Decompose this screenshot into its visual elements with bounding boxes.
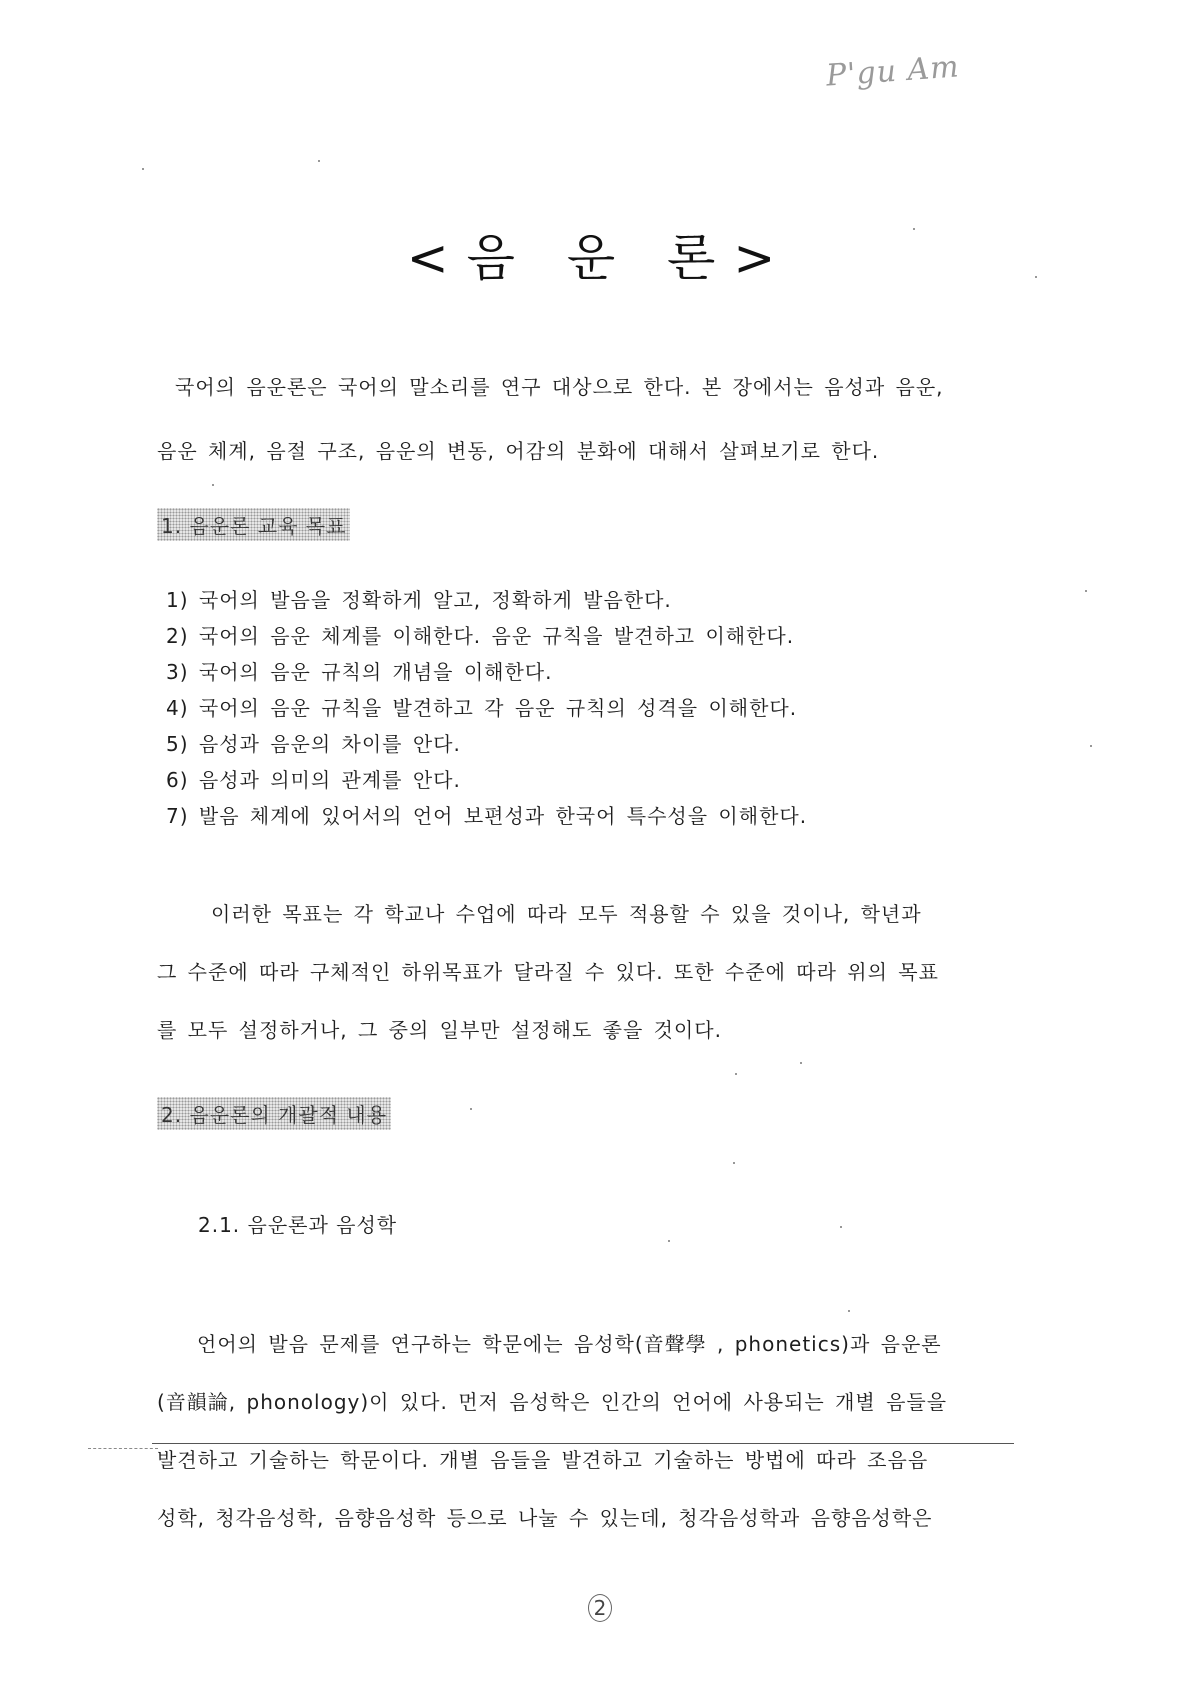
body-line: (音韻論, phonology)이 있다. 먼저 음성학은 인간의 언어에 사용되는 개별 음들을 [157, 1390, 948, 1414]
objectives-list [166, 582, 807, 834]
scan-speck [470, 1108, 472, 1110]
body-line: 언어의 발음 문제를 연구하는 학문에는 음성학(音聲學 , phonetics)과 음운론 [197, 1332, 942, 1356]
scan-speck [668, 1240, 670, 1242]
list-item: 4) 국어의 음운 규칙을 발견하고 각 음운 규칙의 성격을 이해한다. [166, 696, 798, 720]
handwritten-note: P'gu Am [824, 49, 961, 94]
section-heading-objectives: 1. 음운론 교육 목표 [157, 508, 350, 541]
list-item: 2) 국어의 음운 체계를 이해한다. 음운 규칙을 발견하고 이해한다. [166, 624, 795, 648]
list-item: 5) 음성과 음운의 차이를 안다. [166, 732, 461, 756]
list-item: 6) 음성과 의미의 관계를 안다. [166, 768, 461, 792]
page-number-value: 2 [588, 1594, 612, 1622]
scan-speck [1090, 745, 1092, 747]
intro-line: 음운 체계, 음절 구조, 음운의 변동, 어감의 분화에 대해서 살펴보기로 한다. [157, 439, 880, 463]
body-line: 발견하고 기술하는 학문이다. 개별 음들을 발견하고 기술하는 방법에 따라 조음음 [157, 1448, 929, 1472]
intro-paragraph [157, 355, 1037, 483]
scan-speck [1085, 590, 1087, 592]
scan-speck [1035, 276, 1037, 278]
scan-speck [848, 1310, 850, 1312]
phonology-paragraph [157, 1315, 1037, 1547]
subsection-heading: 2.1. 음운론과 음성학 [198, 1213, 398, 1237]
goals-line: 이러한 목표는 각 학교나 수업에 따라 모두 적용할 수 있을 것이나, 학년과 [211, 902, 922, 926]
scan-speck [212, 484, 214, 486]
page-title: <음 운 론> [406, 229, 794, 287]
scan-speck [840, 1226, 842, 1228]
list-item: 1) 국어의 발음을 정확하게 알고, 정확하게 발음한다. [166, 588, 672, 612]
goals-paragraph [157, 885, 1037, 1059]
list-item: 7) 발음 체계에 있어서의 언어 보편성과 한국어 특수성을 이해한다. [166, 804, 808, 828]
page-number [0, 1594, 1200, 1622]
scan-speck [733, 1162, 735, 1164]
scan-speck [913, 228, 915, 230]
scan-dotted-line [88, 1448, 158, 1449]
body-line: 성학, 청각음성학, 음향음성학 등으로 나눌 수 있는데, 청각음성학과 음향음성학은 [157, 1506, 933, 1530]
goals-line: 그 수준에 따라 구체적인 하위목표가 달라질 수 있다. 또한 수준에 따라 위의 목표 [157, 960, 939, 984]
scan-speck [735, 1073, 737, 1075]
scan-speck [142, 168, 144, 170]
goals-line: 를 모두 설정하거나, 그 중의 일부만 설정해도 좋을 것이다. [157, 1018, 722, 1042]
scan-speck [800, 1062, 802, 1064]
section-heading-overview: 2. 음운론의 개괄적 내용 [157, 1097, 391, 1130]
intro-line: 국어의 음운론은 국어의 말소리를 연구 대상으로 한다. 본 장에서는 음성과 음운, [175, 375, 944, 399]
scan-rule-line [152, 1443, 1014, 1444]
list-item: 3) 국어의 음운 규칙의 개념을 이해한다. [166, 660, 553, 684]
scan-speck [318, 160, 320, 162]
